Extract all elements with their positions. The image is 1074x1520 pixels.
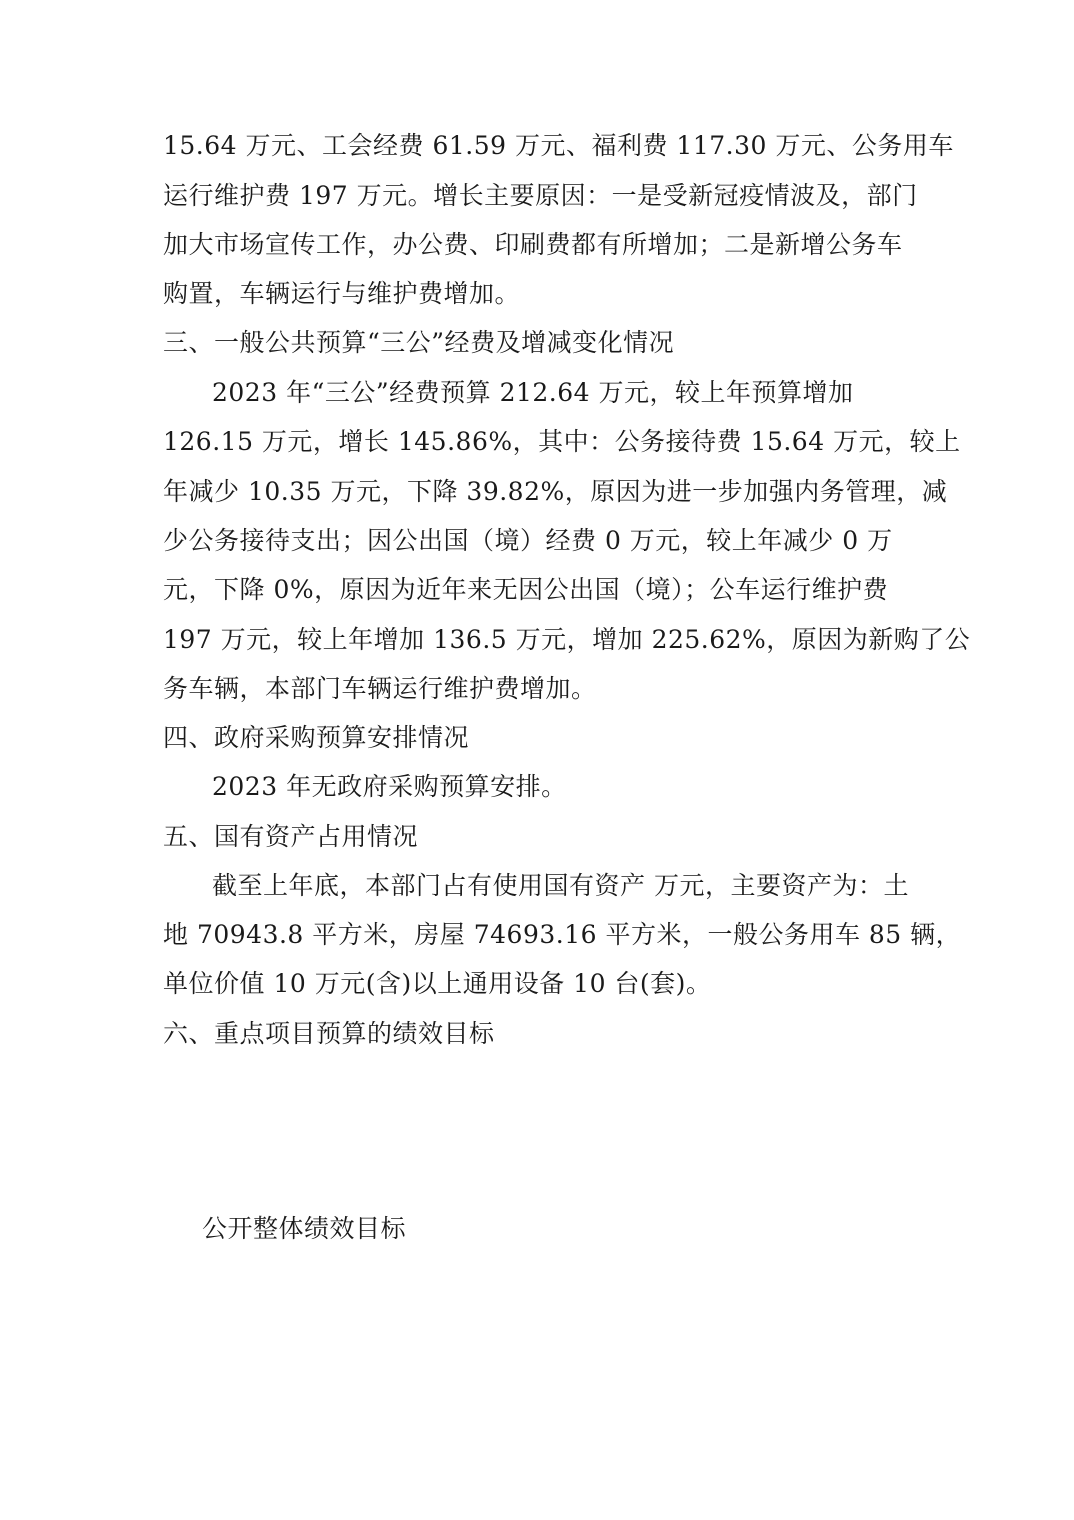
paragraph-line: 元，下降 0%，原因为近年来无因公出国（境）；公车运行维护费	[163, 575, 889, 604]
paragraph-line: 单位价值 10 万元(含)以上通用设备 10 台(套)。	[163, 969, 712, 998]
section-heading: 五、国有资产占用情况	[163, 822, 419, 851]
paragraph-line: 年减少 10.35 万元，下降 39.82%，原因为进一步加强内务管理，减	[163, 477, 948, 506]
paragraph-line: 2023 年“三公”经费预算 212.64 万元，较上年预算增加	[212, 378, 854, 407]
paragraph-line: 126.15 万元，增长 145.86%，其中：公务接待费 15.64 万元，较上	[163, 427, 961, 456]
paragraph-line: 15.64 万元、工会经费 61.59 万元、福利费 117.30 万元、公务用车	[163, 131, 954, 160]
paragraph-line: 截至上年底，本部门占有使用国有资产 万元，主要资产为：土	[212, 871, 909, 900]
section-heading: 三、一般公共预算“三公”经费及增减变化情况	[163, 328, 675, 357]
section-heading: 四、政府采购预算安排情况	[163, 723, 470, 752]
paragraph-line: 务车辆，本部门车辆运行维护费增加。	[163, 674, 597, 703]
paragraph-line: 少公务接待支出；因公出国（境）经费 0 万元，较上年减少 0 万	[163, 526, 893, 555]
paragraph-line: 2023 年无政府采购预算安排。	[212, 772, 567, 801]
paragraph-line: 197 万元，较上年增加 136.5 万元，增加 225.62%，原因为新购了公	[163, 625, 971, 654]
paragraph-line: 加大市场宣传工作，办公费、印刷费都有所增加；二是新增公务车	[163, 230, 903, 259]
paragraph-line: 运行维护费 197 万元。增长主要原因：一是受新冠疫情波及，部门	[163, 181, 918, 210]
paragraph-line: 购置，车辆运行与维护费增加。	[163, 279, 521, 308]
paragraph-line: 地 70943.8 平方米，房屋 74693.16 平方米，一般公务用车 85 辆，	[163, 920, 962, 949]
section-heading: 六、重点项目预算的绩效目标	[163, 1019, 495, 1048]
subsection-heading: 公开整体绩效目标	[202, 1214, 407, 1243]
